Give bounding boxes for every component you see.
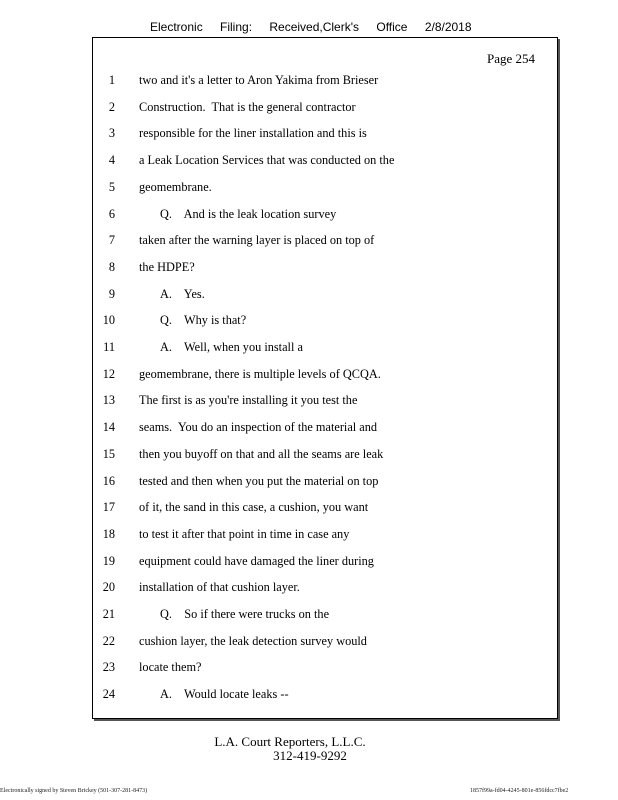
line-text: A. Well, when you install a bbox=[160, 340, 303, 354]
transcript-line bbox=[93, 100, 553, 120]
line-text: then you buyoff on that and all the seams are leak bbox=[139, 446, 384, 461]
line-number: 2 bbox=[108, 99, 115, 114]
line-number: 9 bbox=[108, 286, 115, 301]
line-text: geomembrane, there is multiple levels of QCQA. bbox=[139, 366, 381, 381]
line-text: a Leak Location Services that was conducted on the bbox=[139, 153, 395, 168]
transcript-line bbox=[93, 207, 553, 227]
transcript-line bbox=[93, 660, 553, 680]
line-number: 13 bbox=[102, 393, 115, 408]
transcript-line bbox=[93, 474, 553, 494]
line-text: to test it after that point in time in case any bbox=[139, 526, 350, 541]
line-number: 17 bbox=[102, 500, 115, 515]
transcript-line bbox=[93, 580, 553, 600]
line-number: 6 bbox=[108, 206, 115, 221]
line-text: taken after the warning layer is placed on top of bbox=[139, 233, 375, 248]
transcript-page bbox=[92, 37, 558, 719]
document-id: 1857f99a-fd04-4245-801e-856fdcc7fbe2 bbox=[470, 788, 569, 794]
line-number: 4 bbox=[108, 153, 115, 168]
transcript-line bbox=[93, 607, 553, 627]
line-number: 19 bbox=[102, 553, 115, 568]
transcript-line bbox=[93, 233, 553, 253]
transcript-line bbox=[93, 313, 553, 333]
line-number: 24 bbox=[102, 687, 115, 702]
line-text: of it, the sand in this case, a cushion, you want bbox=[139, 500, 369, 515]
line-number: 5 bbox=[108, 179, 115, 194]
page-number: Page 254 bbox=[486, 51, 535, 66]
line-number: 18 bbox=[102, 526, 115, 541]
line-text: equipment could have damaged the liner during bbox=[139, 553, 374, 568]
line-number: 20 bbox=[102, 580, 115, 595]
line-text: Construction. That is the general contractor bbox=[139, 99, 356, 114]
line-text: locate them? bbox=[139, 660, 202, 675]
line-text: The first is as you're installing it you test the bbox=[139, 393, 358, 408]
transcript-line bbox=[93, 634, 553, 654]
transcript-line bbox=[93, 153, 553, 173]
line-text: A. Would locate leaks -- bbox=[160, 687, 289, 702]
line-number: 16 bbox=[102, 473, 115, 488]
line-text: cushion layer, the leak detection survey would bbox=[139, 633, 367, 648]
line-number: 11 bbox=[103, 340, 115, 354]
line-number: 7 bbox=[108, 233, 115, 248]
transcript-line bbox=[93, 687, 553, 707]
line-text: two and it's a letter to Aron Yakima from Brieser bbox=[139, 73, 379, 87]
transcript-line bbox=[93, 73, 553, 93]
transcript-line bbox=[93, 447, 553, 467]
transcript-line bbox=[93, 500, 553, 520]
transcript-line bbox=[93, 554, 553, 574]
filing-header: Electronic Filing: Received,Clerk's Office 2/8/2018 bbox=[150, 20, 472, 34]
transcript-line bbox=[93, 367, 553, 387]
line-text: Q. And is the leak location survey bbox=[160, 206, 337, 221]
line-text: responsible for the liner installation and this is bbox=[139, 126, 367, 141]
transcript-line bbox=[93, 340, 553, 360]
e-signature: Electronically signed by Steven Brickey (501-307-281-8473) bbox=[0, 788, 148, 794]
transcript-line bbox=[93, 126, 553, 146]
line-number: 21 bbox=[102, 607, 115, 621]
line-text: the HDPE? bbox=[139, 259, 195, 274]
line-number: 10 bbox=[102, 313, 115, 328]
line-number: 8 bbox=[108, 259, 115, 274]
transcript-line bbox=[93, 287, 553, 307]
line-number: 12 bbox=[102, 366, 115, 381]
line-text: Q. Why is that? bbox=[160, 313, 247, 328]
reporter-footer bbox=[0, 735, 580, 763]
transcript-line bbox=[93, 180, 553, 200]
line-number: 15 bbox=[102, 446, 115, 461]
line-number: 3 bbox=[108, 126, 115, 141]
line-number: 22 bbox=[102, 633, 115, 648]
reporter-company: L.A. Court Reporters, L.L.C. bbox=[214, 734, 366, 749]
transcript-line bbox=[93, 393, 553, 413]
line-number: 14 bbox=[102, 420, 115, 435]
line-number: 1 bbox=[108, 73, 115, 87]
reporter-phone: 312-419-9292 bbox=[273, 748, 347, 763]
transcript-line bbox=[93, 420, 553, 440]
line-text: installation of that cushion layer. bbox=[139, 580, 300, 595]
transcript-line bbox=[93, 527, 553, 547]
line-text: A. Yes. bbox=[160, 286, 205, 301]
line-text: seams. You do an inspection of the material and bbox=[139, 420, 378, 435]
line-text: tested and then when you put the material on top bbox=[139, 473, 379, 488]
line-text: Q. So if there were trucks on the bbox=[160, 607, 330, 621]
line-number: 23 bbox=[102, 660, 115, 675]
transcript-line bbox=[93, 260, 553, 280]
line-text: geomembrane. bbox=[139, 179, 212, 194]
